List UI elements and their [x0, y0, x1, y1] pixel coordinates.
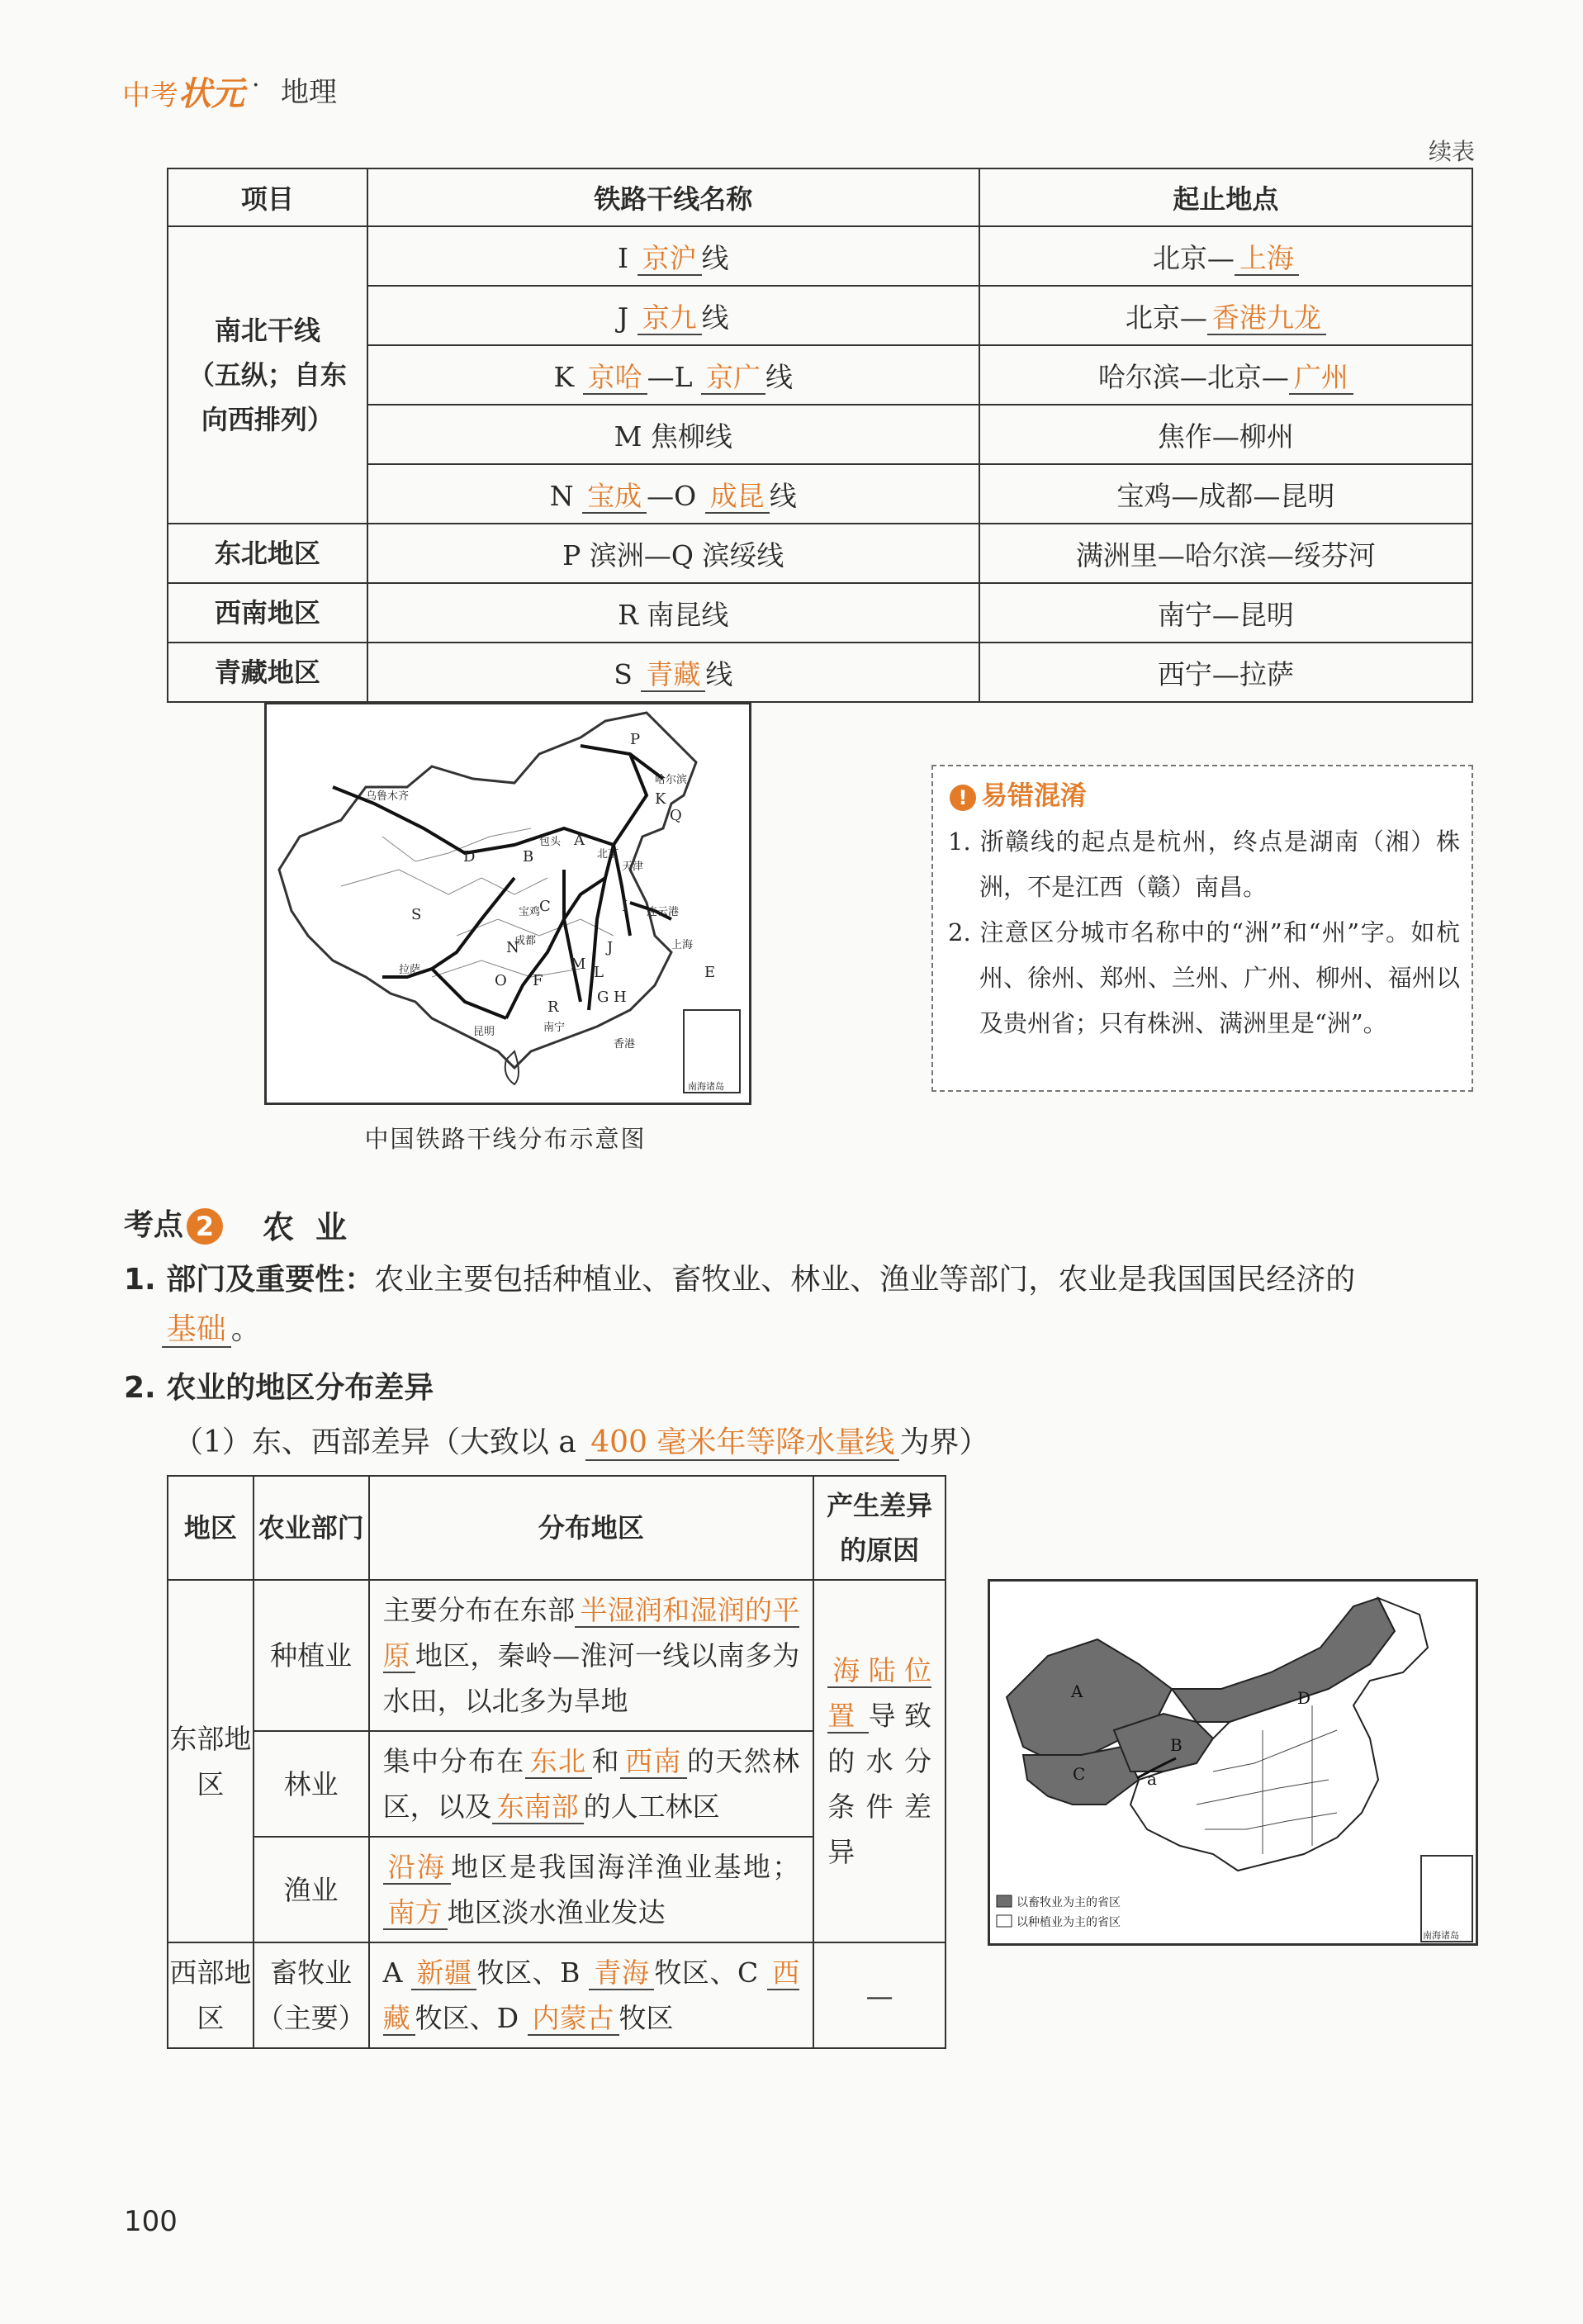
- answer: 青海: [589, 1956, 654, 1990]
- answer: 京广: [701, 361, 765, 395]
- answer: 京九: [637, 301, 702, 335]
- agriculture-table: [167, 1475, 946, 2049]
- dept-cell: 林业: [254, 1731, 369, 1837]
- answer: 半湿润和湿润的平原: [382, 1594, 800, 1672]
- answer: 东北: [525, 1745, 592, 1779]
- endpoints-cell: 哈尔滨—北京— 广州: [979, 345, 1472, 405]
- col-header-region: 地区: [168, 1476, 254, 1580]
- endpoints-cell: 南宁—昆明: [979, 583, 1472, 643]
- line-name-cell: K 京哈 —L 京广 线: [367, 345, 979, 405]
- answer: 西南: [620, 1745, 687, 1779]
- railway-map: [264, 702, 751, 1105]
- col-header-endpoints: 起止地点: [979, 168, 1472, 226]
- section-label: 考点 2: [124, 1202, 230, 1245]
- map-letter: N: [506, 939, 519, 956]
- region-ns: 南北干线 （五纵；自东 向西排列）: [168, 226, 367, 524]
- exclamation-icon: !: [950, 785, 976, 811]
- legend-farming: 以种植业为主的省区: [1017, 1916, 1121, 1929]
- line-name-cell: P 滨洲—Q 滨绥线: [367, 524, 979, 583]
- table-continued-label: 续表: [1429, 138, 1476, 165]
- reason-cell: 海陆位置 导致的水分条件差异: [813, 1580, 946, 1942]
- map-letter: D: [463, 848, 476, 866]
- paragraph-2: 2. 农业的地区分布差异: [124, 1371, 434, 1405]
- tip-item: 1. 浙赣线的起点是杭州，终点是湖南（湘）株洲，不是江西（赣）南昌。: [948, 828, 1460, 901]
- map-letter: P: [630, 731, 641, 748]
- line-name-cell: R 南昆线: [367, 583, 979, 643]
- map-letter: K: [655, 790, 666, 808]
- railway-table: [167, 168, 1473, 703]
- table-row: [168, 1580, 946, 1731]
- brand-logo: 中考状元: [122, 75, 244, 113]
- region-west: 西部地区: [168, 1942, 254, 2048]
- table-row: [168, 583, 1472, 643]
- legend-pasture: 以畜牧业为主的省区: [1017, 1896, 1121, 1909]
- map-city-label: 北京: [597, 848, 619, 861]
- line-name-cell: M 焦柳线: [367, 405, 979, 464]
- map-city-label: 乌鲁木齐: [366, 790, 410, 803]
- map-letter: L: [594, 964, 604, 981]
- endpoints-cell: 焦作—柳州: [979, 405, 1472, 464]
- distribution-cell: 主要分布在东部 半湿润和湿润的平原 地区，秦岭—淮河一线以南多为水田，以北多为旱地: [369, 1580, 814, 1731]
- endpoints-cell: 满洲里—哈尔滨—绥芬河: [979, 524, 1472, 583]
- answer: 内蒙古: [528, 2002, 619, 2036]
- inset-label: 南海诸岛: [1423, 1930, 1459, 1941]
- col-header-reason: 产生差异的原因: [813, 1476, 946, 1580]
- distribution-cell: 沿海 地区是我国海洋渔业基地；南方 地区淡水渔业发达: [369, 1837, 814, 1942]
- answer: 基础: [162, 1312, 231, 1348]
- region-qz: 青藏地区: [168, 643, 367, 702]
- answer: 京沪: [637, 242, 702, 276]
- distribution-cell: A 新疆 牧区、B 青海 牧区、C 西藏 牧区、D 内蒙古 牧区: [369, 1942, 814, 2048]
- distribution-cell: 集中分布在 东北 和 西南 的天然林区，以及 东南部 的人工林区: [369, 1731, 814, 1837]
- answer: 海陆位置: [827, 1654, 931, 1732]
- answer: 上海: [1235, 242, 1299, 276]
- answer: 京哈: [583, 361, 647, 395]
- answer: 香港九龙: [1207, 301, 1326, 335]
- dept-cell: 种植业: [254, 1580, 369, 1731]
- region-east: 东部地区: [168, 1580, 254, 1942]
- map-letter: a: [1147, 1769, 1157, 1789]
- map-letter: A: [574, 832, 585, 849]
- china-map-outline: [267, 704, 749, 1103]
- answer: 东南部: [492, 1790, 584, 1824]
- map-letter: G: [597, 989, 609, 1006]
- answer: 西藏: [382, 1956, 800, 2034]
- agriculture-map: [988, 1579, 1478, 1946]
- endpoints-cell: 北京— 上海: [979, 226, 1472, 286]
- line-name-cell: J 京九 线: [367, 286, 979, 345]
- map-letter: C: [1073, 1764, 1086, 1784]
- col-header-dept: 农业部门: [254, 1476, 369, 1580]
- map-city-label: 包头: [539, 836, 562, 848]
- inset-frame: [684, 1010, 740, 1093]
- tip-body: [948, 819, 1460, 1046]
- paragraph-1: 1. 部门及重要性：农业主要包括种植业、畜牧业、林业、渔业等部门，农业是我国国民经济的 基础 。: [124, 1263, 1356, 1346]
- region-ne: 东北地区: [168, 524, 367, 583]
- map-letter: R: [547, 998, 559, 1016]
- map-letter: S: [411, 906, 422, 923]
- map-letter: Q: [670, 807, 682, 824]
- map-city-label: 连云港: [647, 906, 680, 918]
- map-letter: B: [523, 848, 534, 866]
- map-city-label: 香港: [614, 1038, 636, 1051]
- answer: 南方: [383, 1896, 448, 1930]
- map-caption: 中国铁路干线分布示意图: [364, 1125, 647, 1153]
- tip-title: ! 易错混淆: [950, 775, 1087, 813]
- section-number-badge: 2: [187, 1208, 223, 1245]
- answer: 沿海: [383, 1851, 452, 1885]
- endpoints-cell: 宝鸡—成都—昆明: [979, 464, 1472, 524]
- line-name-cell: I 京沪 线: [367, 226, 979, 286]
- page-number: 100: [124, 2205, 178, 2238]
- col-header-item: 项目: [168, 168, 367, 226]
- table-row: [168, 524, 1472, 583]
- table-row: [168, 226, 1472, 286]
- reason-cell: —: [813, 1942, 946, 2048]
- line-name-cell: N 宝成 —O 成昆 线: [367, 464, 979, 524]
- line-name-cell: S 青藏 线: [367, 643, 979, 702]
- map-city-label: 哈尔滨: [655, 774, 688, 786]
- endpoints-cell: 北京— 香港九龙: [979, 286, 1472, 345]
- answer: 新疆: [411, 1956, 476, 1990]
- table-row: [168, 1942, 946, 2048]
- col-header-line-name: 铁路干线名称: [367, 168, 979, 226]
- tip-item: 2. 注意区分城市名称中的“洲”和“州”字。如杭州、徐州、郑州、兰州、广州、柳州、福州以及贵州省；只有株洲、满洲里是“洲”。: [948, 918, 1460, 1037]
- map-letter: A: [1071, 1681, 1083, 1701]
- map-letter: C: [539, 898, 551, 915]
- map-city-label: 宝鸡: [519, 906, 541, 918]
- map-city-label: 成都: [514, 935, 537, 947]
- map-letter: B: [1170, 1735, 1183, 1755]
- region-sw: 西南地区: [168, 583, 367, 643]
- header-dot: ·: [252, 71, 260, 100]
- map-city-label: 上海: [671, 939, 694, 951]
- province-map: [990, 1582, 1476, 1943]
- inset-label: 南海诸岛: [688, 1081, 724, 1092]
- answer: 400 毫米年等降水量线: [585, 1425, 899, 1461]
- answer: 青藏: [641, 658, 705, 692]
- map-letter: I: [622, 898, 628, 915]
- col-header-distribution: 分布地区: [369, 1476, 814, 1580]
- subject-title: 地理: [281, 76, 337, 109]
- map-city-label: 昆明: [473, 1026, 495, 1038]
- map-letter: E: [704, 964, 716, 981]
- map-letter: F: [533, 972, 543, 989]
- answer: 宝成: [582, 480, 647, 514]
- answer: 成昆: [705, 480, 770, 514]
- map-letter: O: [495, 972, 507, 989]
- dept-cell: 渔业: [254, 1837, 369, 1942]
- map-city-label: 拉萨: [399, 964, 421, 976]
- paragraph-3: （1）东、西部差异（大致以 a 400 毫米年等降水量线 为界）: [173, 1425, 989, 1459]
- map-city-label: 天津: [622, 861, 644, 873]
- dept-cell: 畜牧业（主要）: [254, 1942, 369, 2048]
- map-letter: H: [614, 989, 627, 1006]
- map-letter: J: [607, 939, 614, 956]
- tip-box: [931, 765, 1473, 1092]
- map-city-label: 南宁: [543, 1022, 566, 1034]
- map-letter: M: [571, 956, 586, 973]
- endpoints-cell: 西宁—拉萨: [979, 643, 1472, 702]
- answer: 广州: [1289, 361, 1353, 395]
- map-letter: D: [1297, 1688, 1311, 1708]
- section-title: 农业: [263, 1209, 369, 1245]
- inset-frame: [1421, 1856, 1472, 1942]
- table-row: [168, 643, 1472, 702]
